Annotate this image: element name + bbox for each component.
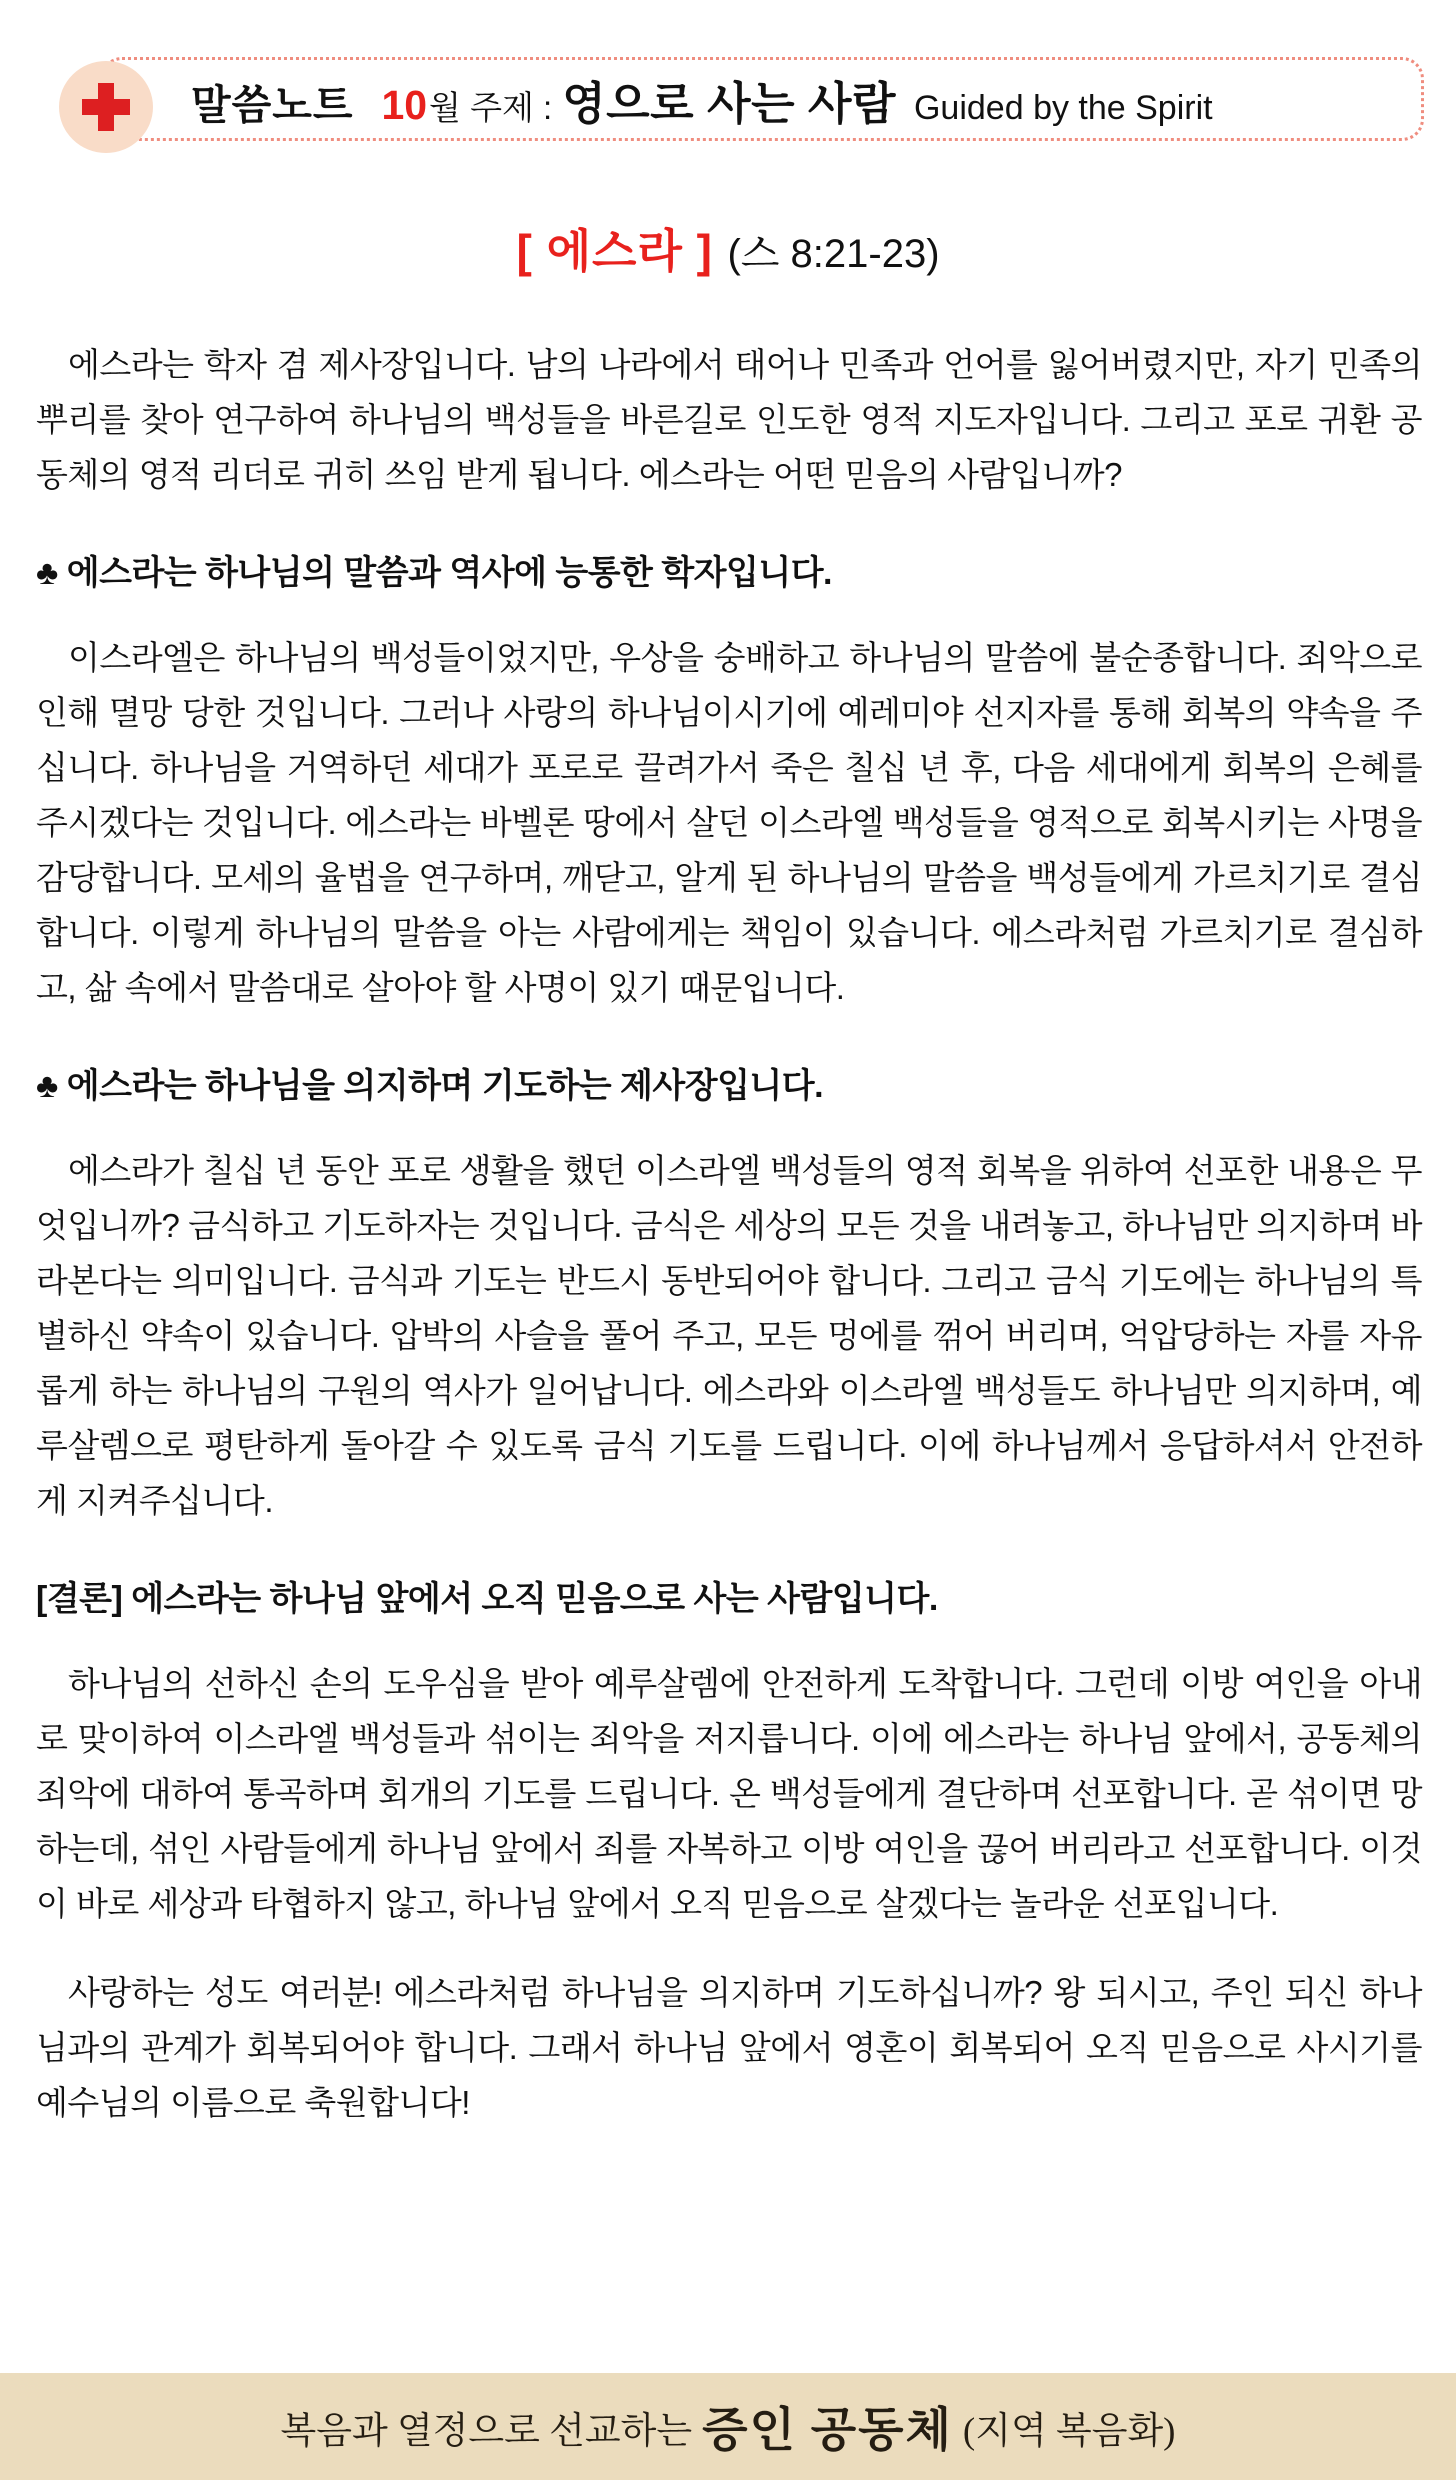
section-heading: ♣ 에스라는 하나님의 말씀과 역사에 능통한 학자입니다. <box>36 554 833 592</box>
scripture-reference: (스 8:21-23) <box>727 232 940 276</box>
footer-slogan-prefix: 복음과 열정으로 선교하는 <box>280 2410 693 2452</box>
cross-badge <box>59 61 153 153</box>
body-paragraph: 에스라는 학자 겸 제사장입니다. 남의 나라에서 태어나 민족과 언어를 잃어버렸지만, 자기 민족의 뿌리를 찾아 연구하여 하나님의 백성들을 바른길로 인도한 영적 지도자입니다. 그리고 포로 귀환 공동체의 영적 리더로 귀히 쓰임 받게 됩니다. 에스라는 어떤 믿음의 사람입니까? <box>36 346 1422 493</box>
document-body <box>0 281 1456 2130</box>
body-paragraph: 에스라가 칠십 년 동안 포로 생활을 했던 이스라엘 백성들의 영적 회복을 위하여 선포한 내용은 무엇입니까? 금식하고 기도하자는 것입니다. 금식은 세상의 모든 것을 내려놓고, 하나님만 의지하며 바라본다는 의미입니다. 금식과 기도는 반드시 동반되어야 합니다. 그리고 금식 기도에는 하나님의 특별하신 약속이 있습니다. 압박의 사슬을 풀어 주고, 모든 멍에를 꺾어 버리며, 억압당하는 자를 자유롭게 하는 하나님의 구원의 역사가 일어납니다. 에스라와 이스라엘 백성들도 하나님만 의지하며, 예루살렘으로 평탄하게 돌아갈 수 있도록 금식 기도를 드립니다. 이에 하나님께서 응답하셔서 안전하게 지켜주십니다. <box>36 1152 1422 1519</box>
footer-community-name: 증인 공동체 <box>702 2405 953 2457</box>
month-number: 10 <box>381 81 428 128</box>
header-banner <box>100 57 1424 141</box>
section-heading: [결론] 에스라는 하나님 앞에서 오직 믿음으로 사는 사람입니다. <box>36 1580 938 1618</box>
note-label: 말씀노트 <box>191 81 354 128</box>
monthly-theme-english: Guided by the Spirit <box>913 88 1213 127</box>
monthly-theme-korean: 영으로 사는 사람 <box>562 77 896 129</box>
banner-text <box>191 67 1213 132</box>
section-heading: ♣ 에스라는 하나님을 의지하며 기도하는 제사장입니다. <box>36 1067 824 1105</box>
red-cross-icon <box>80 81 132 133</box>
body-paragraph: 사랑하는 성도 여러분! 에스라처럼 하나님을 의지하며 기도하십니까? 왕 되시고, 주인 되신 하나님과의 관계가 회복되어야 합니다. 그래서 하나님 앞에서 영혼이 회복되어 오직 믿음으로 사시기를 예수님의 이름으로 축원합니다! <box>36 1974 1422 2121</box>
month-suffix: 월 주제 : <box>429 88 553 126</box>
body-paragraph: 하나님의 선하신 손의 도우심을 받아 예루살렘에 안전하게 도착합니다. 그런데 이방 여인을 아내로 맞이하여 이스라엘 백성들과 섞이는 죄악을 저지릅니다. 이에 에스라는 하나님 앞에서, 공동체의 죄악에 대하여 통곡하며 회개의 기도를 드립니다. 온 백성들에게 결단하며 선포합니다. 곧 섞이면 망하는데, 섞인 사람들에게 하나님 앞에서 죄를 자복하고 이방 여인을 끊어 버리라고 선포합니다. 이것이 바로 세상과 타협하지 않고, 하나님 앞에서 오직 믿음으로 살겠다는 놀라운 선포입니다. <box>36 1665 1422 1922</box>
footer-slogan-suffix: (지역 복음화) <box>962 2410 1176 2452</box>
sermon-title-name: [ 에스라 ] <box>516 225 713 277</box>
body-paragraph: 이스라엘은 하나님의 백성들이었지만, 우상을 숭배하고 하나님의 말씀에 불순종합니다. 죄악으로 인해 멸망 당한 것입니다. 그러나 사랑의 하나님이시기에 예레미야 선지자를 통해 회복의 약속을 주십니다. 하나님을 거역하던 세대가 포로로 끌려가서 죽은 칠십 년 후, 다음 세대에게 회복의 은혜를 주시겠다는 것입니다. 에스라는 바벨론 땅에서 살던 이스라엘 백성들을 영적으로 회복시키는 사명을 감당합니다. 모세의 율법을 연구하며, 깨닫고, 알게 된 하나님의 말씀을 백성들에게 가르치기로 결심합니다. 이렇게 하나님의 말씀을 아는 사람에게는 책임이 있습니다. 에스라처럼 가르치기로 결심하고, 삶 속에서 말씀대로 살아야 할 사명이 있기 때문입니다. <box>36 639 1422 1006</box>
footer-bar <box>0 2373 1456 2480</box>
sermon-title <box>0 215 1456 281</box>
